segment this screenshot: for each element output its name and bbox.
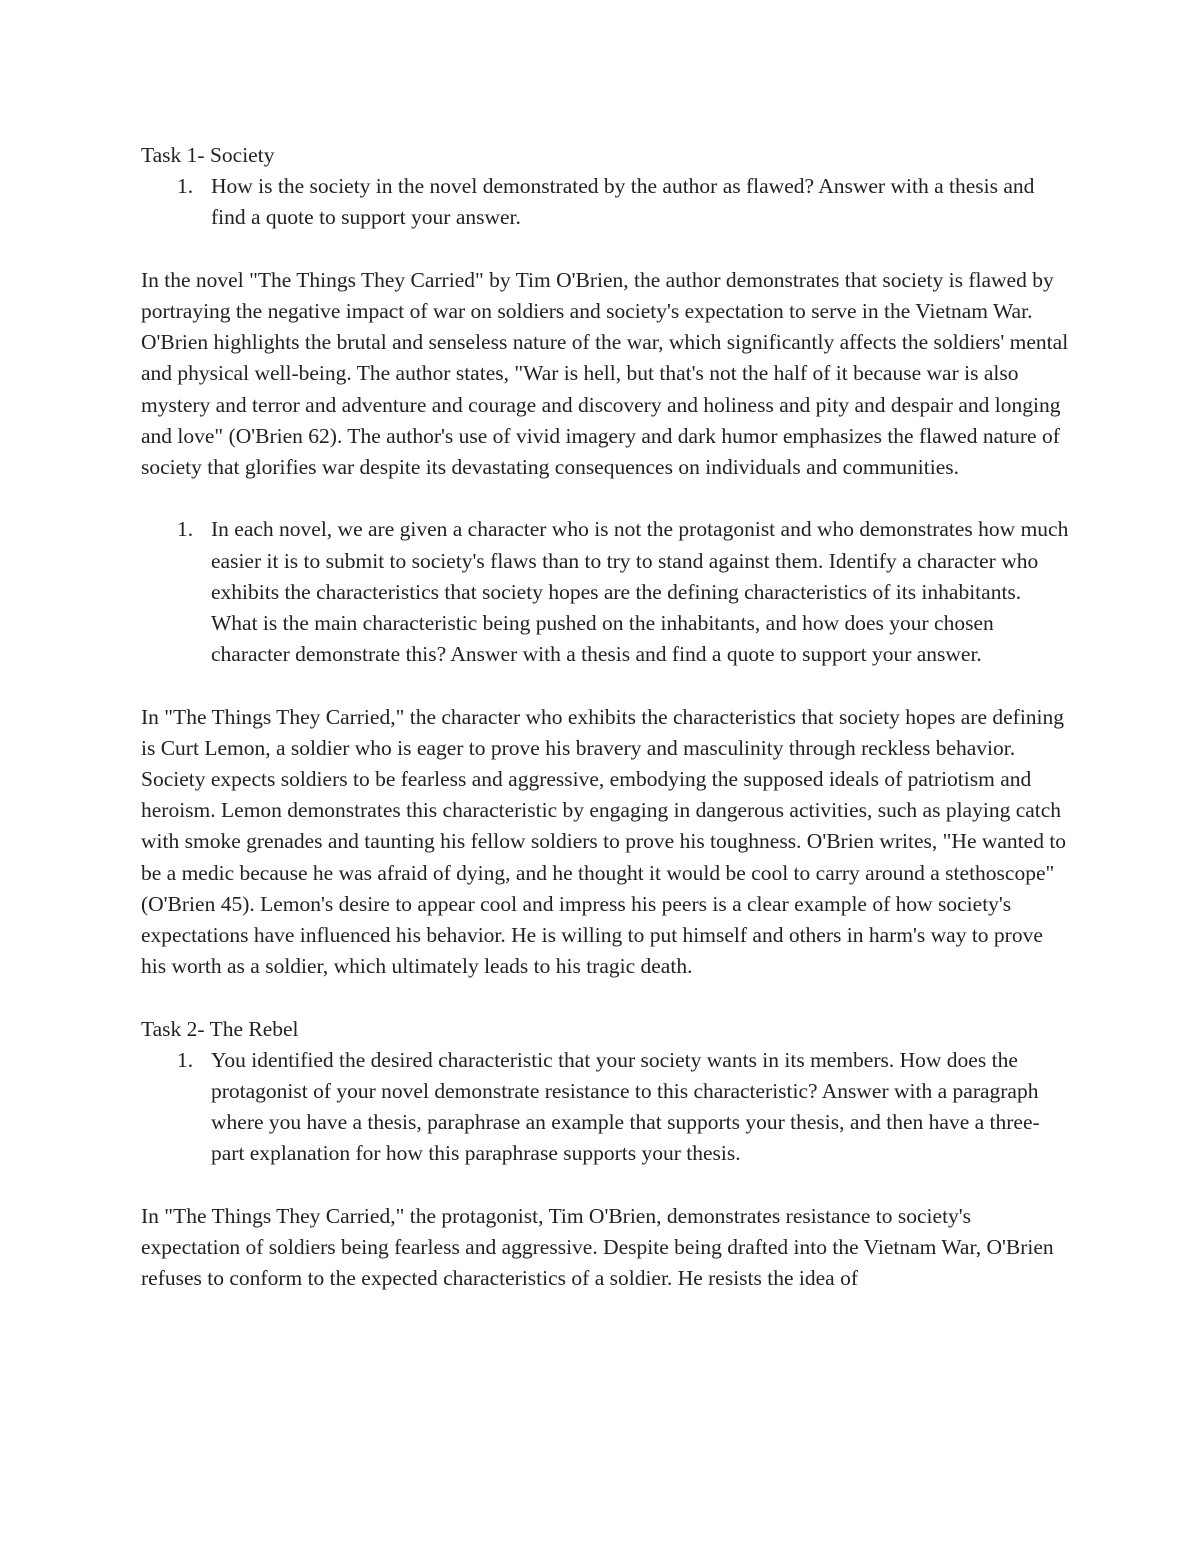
task1-answer-1: In the novel "The Things They Carried" by Tim O'Brien, the author demonstrates that society is flawed by portraying the negative impact of war on soldiers and society's expectation to serve in the Vietnam War. O'Brien highlights the brutal and senseless nature of the war, which significantly affects the soldiers' mental and physical well-being. The author states, "War is hell, but that's not the half of it because war is also mystery and terror and adventure and courage and discovery and holiness and pity and despair and longing and love" (O'Brien 62). The author's use of vivid imagery and dark humor emphasizes the flawed nature of society that glorifies war despite its devastating consequences on individuals and communities.	[141, 267, 1069, 480]
task1-heading: Task 1- Society	[141, 143, 275, 167]
question-text: You identified the desired characteristic that your society wants in its members. How does the protagonist of your novel demonstrate resistance to this characteristic? Answer with a paragraph where you have a thesis, paraphrase an example that supports your thesis, and then have a three-part explanation for how this paraphrase supports your thesis.	[211, 1047, 1040, 1166]
task1-question-1	[141, 171, 1071, 233]
question-text: How is the society in the novel demonstrated by the author as flawed? Answer with a thesis and find a quote to support your answer.	[211, 174, 1035, 230]
list-number: 1.	[177, 1047, 194, 1072]
task1-question-2	[141, 514, 1071, 670]
spacer	[141, 234, 1071, 265]
list-number: 1.	[177, 174, 194, 199]
spacer	[141, 982, 1071, 1013]
list-number: 1.	[177, 517, 194, 542]
document-page	[141, 140, 1071, 1294]
task1-answer-2: In "The Things They Carried," the character who exhibits the characteristics that society hopes are defining is Curt Lemon, a soldier who is eager to prove his bravery and masculinity through reckless behavior. Society expects soldiers to be fearless and aggressive, embodying the supposed ideals of patriotism and heroism. Lemon demonstrates this characteristic by engaging in dangerous activities, such as playing catch with smoke grenades and taunting his fellow soldiers to prove his toughness. O'Brien writes, "He wanted to be a medic because he was afraid of dying, and he thought it would be cool to carry around a stethoscope" (O'Brien 45). Lemon's desire to appear cool and impress his peers is a clear example of how society's expectations have influenced his behavior. He is willing to put himself and others in harm's way to prove his worth as a soldier, which ultimately leads to his tragic death.	[141, 704, 1067, 979]
task2-answer-1: In "The Things They Carried," the protagonist, Tim O'Brien, demonstrates resistance to society's expectation of soldiers being fearless and aggressive. Despite being drafted into the Vietnam War, O'Brien refuses to conform to the expected characteristics of a soldier. He resists the idea of	[141, 1203, 1054, 1291]
task2-question-1	[141, 1045, 1071, 1170]
spacer	[141, 483, 1071, 514]
spacer	[141, 670, 1071, 701]
task2-heading: Task 2- The Rebel	[141, 1016, 299, 1041]
spacer	[141, 1170, 1071, 1201]
question-text: In each novel, we are given a character who is not the protagonist and who demonstrates how much easier it is to submit to society's flaws than to try to stand against them. Identify a character who exhibits the characteristics that society hopes are the defining characteristics of its inhabitants. What is the main characteristic being pushed on the inhabitants, and how does your chosen character demonstrate this? Answer with a thesis and find a quote to support your answer.	[211, 517, 1069, 667]
